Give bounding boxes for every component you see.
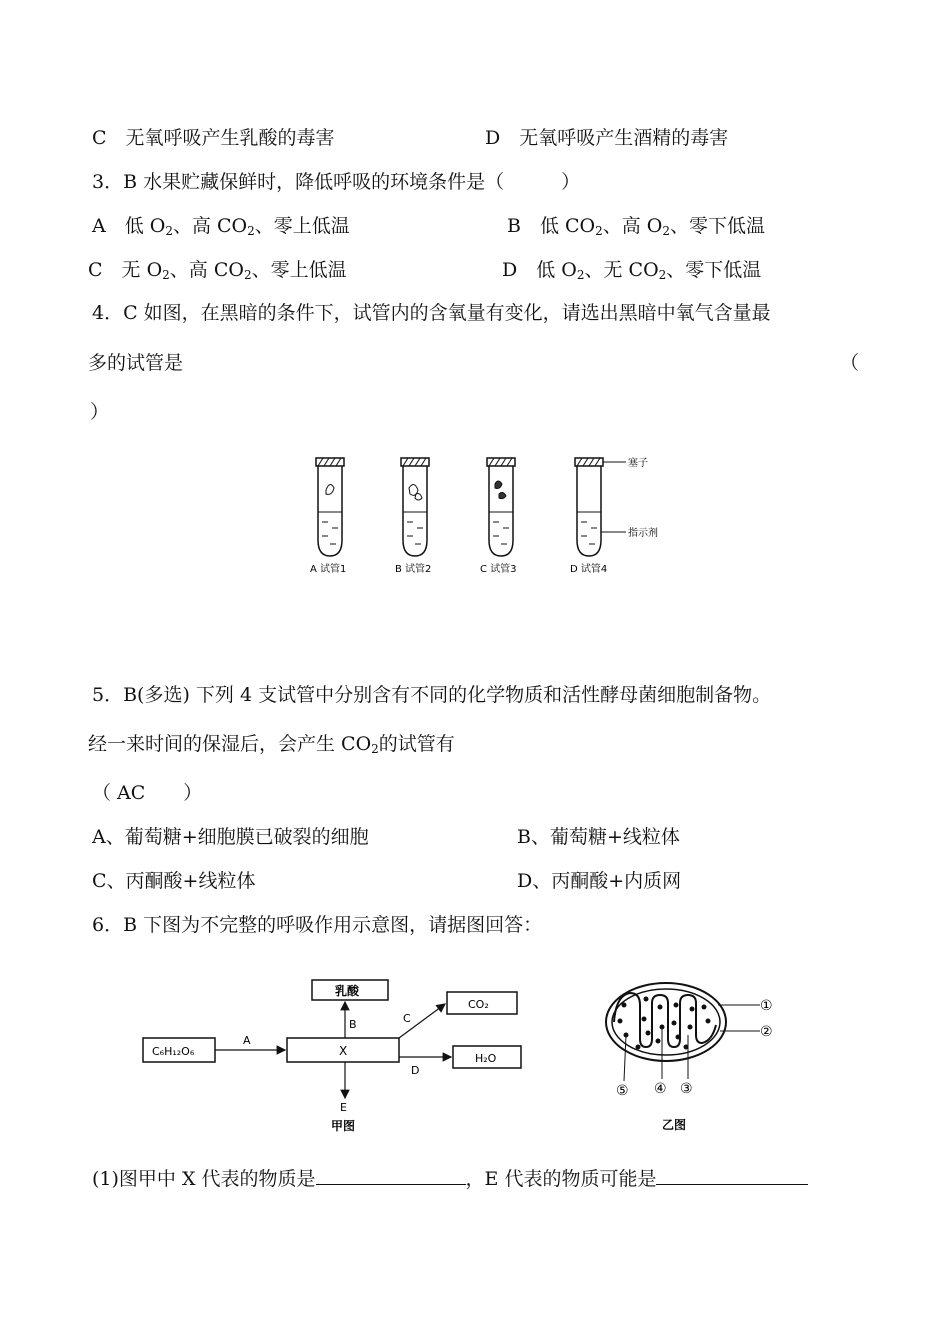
q5-stem-line2: 经一来时间的保湿后，会产生 $CO_2$的试管有 <box>88 733 455 756</box>
arrow-d-label: D <box>411 1064 420 1077</box>
q3-option-a: A 低 $O_2$、高 $CO_2$、零上低温 <box>92 215 350 238</box>
arrow-e-label: E <box>340 1101 347 1114</box>
q6-stem: 6．B 下图为不完整的呼吸作用示意图，请据图回答： <box>92 914 543 936</box>
tube-d-label: D 试管4 <box>570 564 608 575</box>
arrow-a-label: A <box>243 1034 251 1047</box>
test-tube-figure <box>290 450 680 610</box>
box-co2: CO₂ <box>468 998 489 1011</box>
q5-option-c: C、丙酮酸+线粒体 <box>92 870 256 892</box>
q4-stem-line2: 多的试管是 <box>88 352 184 374</box>
tube-c <box>480 458 517 575</box>
arrow-c-label: C <box>403 1012 411 1025</box>
tube-a <box>310 458 346 575</box>
label-5: ⑤ <box>616 1083 629 1099</box>
q5-answer: （ AC ） <box>92 782 203 804</box>
label-2: ② <box>760 1024 773 1040</box>
q2-option-c: C 无氧呼吸产生乳酸的毒害 <box>92 127 335 149</box>
q4-paren-open: （ <box>840 352 860 374</box>
label-1: ① <box>760 998 773 1014</box>
q3-option-b: B 低 $CO_2$、高 $O_2$、零下低温 <box>507 215 766 238</box>
diagram-jia-caption: 甲图 <box>331 1119 356 1133</box>
q2-option-d: D 无氧呼吸产生酒精的毒害 <box>485 127 729 149</box>
box-x: X <box>339 1044 348 1058</box>
label-4: ④ <box>654 1081 667 1097</box>
q5-option-b: B、葡萄糖+线粒体 <box>517 826 680 848</box>
tube-d <box>570 456 658 575</box>
q6-sub1: (1)图甲中 X 代表的物质是 ，E 代表的物质可能是 <box>92 1166 808 1191</box>
tube-a-label: A 试管1 <box>310 564 347 575</box>
q4-paren-close: ） <box>90 401 110 423</box>
label-3: ③ <box>680 1081 693 1097</box>
answer-blank-x[interactable] <box>316 1166 466 1185</box>
answer-blank-e[interactable] <box>656 1166 808 1185</box>
indicator-label: 指示剂 <box>628 528 658 539</box>
respiration-diagram-jia <box>135 970 545 1140</box>
q5-option-a: A、葡萄糖+细胞膜已破裂的细胞 <box>92 826 369 848</box>
stopper-label: 塞子 <box>628 458 648 469</box>
mitochondrion-diagram-yi <box>600 975 790 1135</box>
diagram-yi-caption: 乙图 <box>662 1118 687 1132</box>
q3-option-d: D 低 $O_2$、无 $CO_2$、零下低温 <box>502 259 762 282</box>
tube-b-label: B 试管2 <box>395 564 432 575</box>
box-lactic: 乳酸 <box>335 984 360 998</box>
q5-stem-line1: 5．B(多选) 下列 4 支试管中分别含有不同的化学物质和活性酵母菌细胞制备物。 <box>92 684 772 706</box>
q3-stem: 3．B 水果贮藏保鲜时，降低呼吸的环境条件是（ ） <box>92 171 581 193</box>
tube-c-label: C 试管3 <box>480 564 517 575</box>
tube-b <box>395 458 431 575</box>
box-glucose: C₆H₁₂O₆ <box>152 1045 195 1058</box>
q5-option-d: D、丙酮酸+内质网 <box>517 870 682 892</box>
box-h2o: H₂O <box>475 1052 497 1065</box>
q3-option-c: C 无 $O_2$、高 $CO_2$、零上低温 <box>88 259 347 282</box>
arrow-b-label: B <box>349 1018 357 1031</box>
q4-stem-line1: 4．C 如图，在黑暗的条件下，试管内的含氧量有变化，请选出黑暗中氧气含量最 <box>92 302 771 324</box>
